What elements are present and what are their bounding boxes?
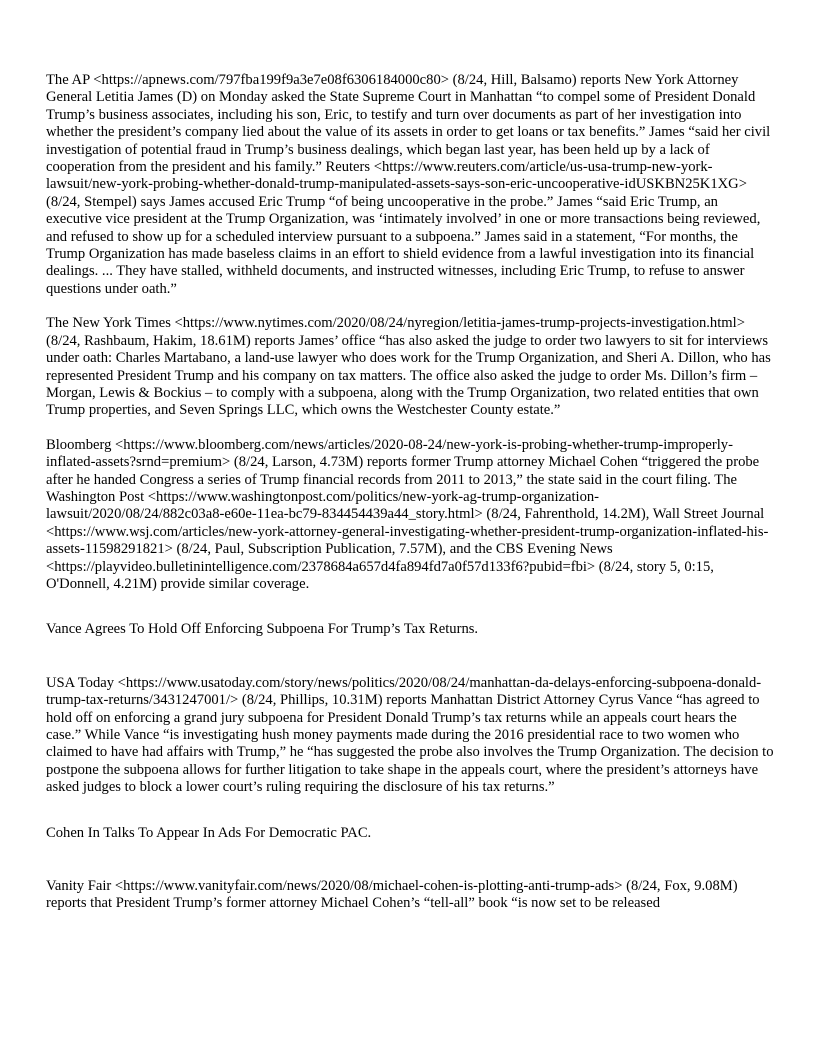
section-heading-cohen: Cohen In Talks To Appear In Ads For Democratic PAC. [46,824,372,841]
article-paragraph-bloomberg: Bloomberg <https://www.bloomberg.com/news/articles/2020-08-24/new-york-is-probing-whether-trump-improperly-inflated-assets?srnd=premium> (8/24, Larson, 4.73M) reports former Trump attorney Michael Cohen “triggered the probe after he handed Congress a series of Trump financial records from 2011 to 2013,” the state said in the court filing. The Washington Post <https://www.washingtonpost.com/politics/new-york-ag-trump-organization-lawsuit/2020/08/24/882c03a8-e60e-11ea-bc79-834454439a44_story.html> (8/24, Fahrenthold, 14.2M), Wall Street Journal <https://www.wsj.com/articles/new-york-attorney-general-investigating-whether-president-trump-organization-inflated-his-assets-11598291821> (8/24, Paul, Subscription Publication, 7.57M), and the CBS Evening News <https://playvideo.bulletinintelligence.com/2378684a657d4fa894fd7a0f57d133f6?pubid=fbi> (8/24, story 5, 0:15, O'Donnell, 4.21M) provide similar coverage. [46,436,769,592]
document-page [46,72,774,930]
section-heading-vance: Vance Agrees To Hold Off Enforcing Subpoena For Trump’s Tax Returns. [46,621,479,638]
article-paragraph-usa-today: USA Today <https://www.usatoday.com/story/news/politics/2020/08/24/manhattan-da-delays-enforcing-subpoena-donald-trump-tax-returns/3431247001/> (8/24, Phillips, 10.31M) reports Manhattan District Attorney Cyrus Vance “has agreed to hold off on enforcing a grand jury subpoena for President Donald Trump’s tax returns while an appeals court hears the case.” While Vance “is investigating hush money payments made during the 2016 presidential race to two women who claimed to have had affairs with Trump,” he “has suggested the probe also involves the Trump Organization. The decision to postpone the subpoena allows for further litigation to take shape in the appeals court, where the president’s attorneys have asked judges to block a lower court’s ruling requiring the disclosure of his tax returns.” [46,674,774,796]
article-paragraph-ap-james: The AP <https://apnews.com/797fba199f9a3e7e08f6306184000c80> (8/24, Hill, Balsamo) reports New York Attorney General Letitia James (D) on Monday asked the State Supreme Court in Manhattan “to compel some of President Donald Trump’s business associates, including his son, Eric, to testify and turn over documents as part of her investigation into whether the president’s company lied about the value of its assets in order to get loans or tax benefits.” James “said her civil investigation of potential fraud in Trump’s business dealings, which began last year, has been held up by a lack of cooperation from the president and his family.” Reuters <https://www.reuters.com/article/us-usa-trump-new-york-lawsuit/new-york-probing-whether-donald-trump-manipulated-assets-says-son-eric-uncooperative-idUSKBN25K1XG> (8/24, Stempel) says James accused Eric Trump “of being uncooperative in the probe.” James “said Eric Trump, an executive vice president at the Trump Organization, was ‘intimately involved’ in one or more transactions being reviewed, and refused to show up for a scheduled interview pursuant to a subpoena.” James said in a statement, “For months, the Trump Organization has made baseless claims in an effort to shield evidence from a lawful investigation into its financial dealings. ... They have stalled, withheld documents, and instructed witnesses, including Eric Trump, to refuse to answer questions under oath.” [46,72,771,297]
article-paragraph-vanity-fair: Vanity Fair <https://www.vanityfair.com/news/2020/08/michael-cohen-is-plotting-anti-trump-ads> (8/24, Fox, 9.08M) reports that President Trump’s former attorney Michael Cohen’s “tell-all” book “is now set to be released [46,878,738,912]
article-paragraph-nyt: The New York Times <https://www.nytimes.com/2020/08/24/nyregion/letitia-james-trump-projects-investigation.html> (8/24, Rashbaum, Hakim, 18.61M) reports James’ office “has also asked the judge to order two lawyers to sit for interviews under oath: Charles Martabano, a land-use lawyer who does work for the Trump Organization, and Sheri A. Dillon, who has represented President Trump and his company on tax matters. The office also asked the judge to order Ms. Dillon’s firm – Morgan, Lewis & Bockius – to comply with a subpoena, along with the Trump Organization, two related entities that own Trump properties, and Seven Springs LLC, which owns the Westchester County estate.” [46,315,771,419]
